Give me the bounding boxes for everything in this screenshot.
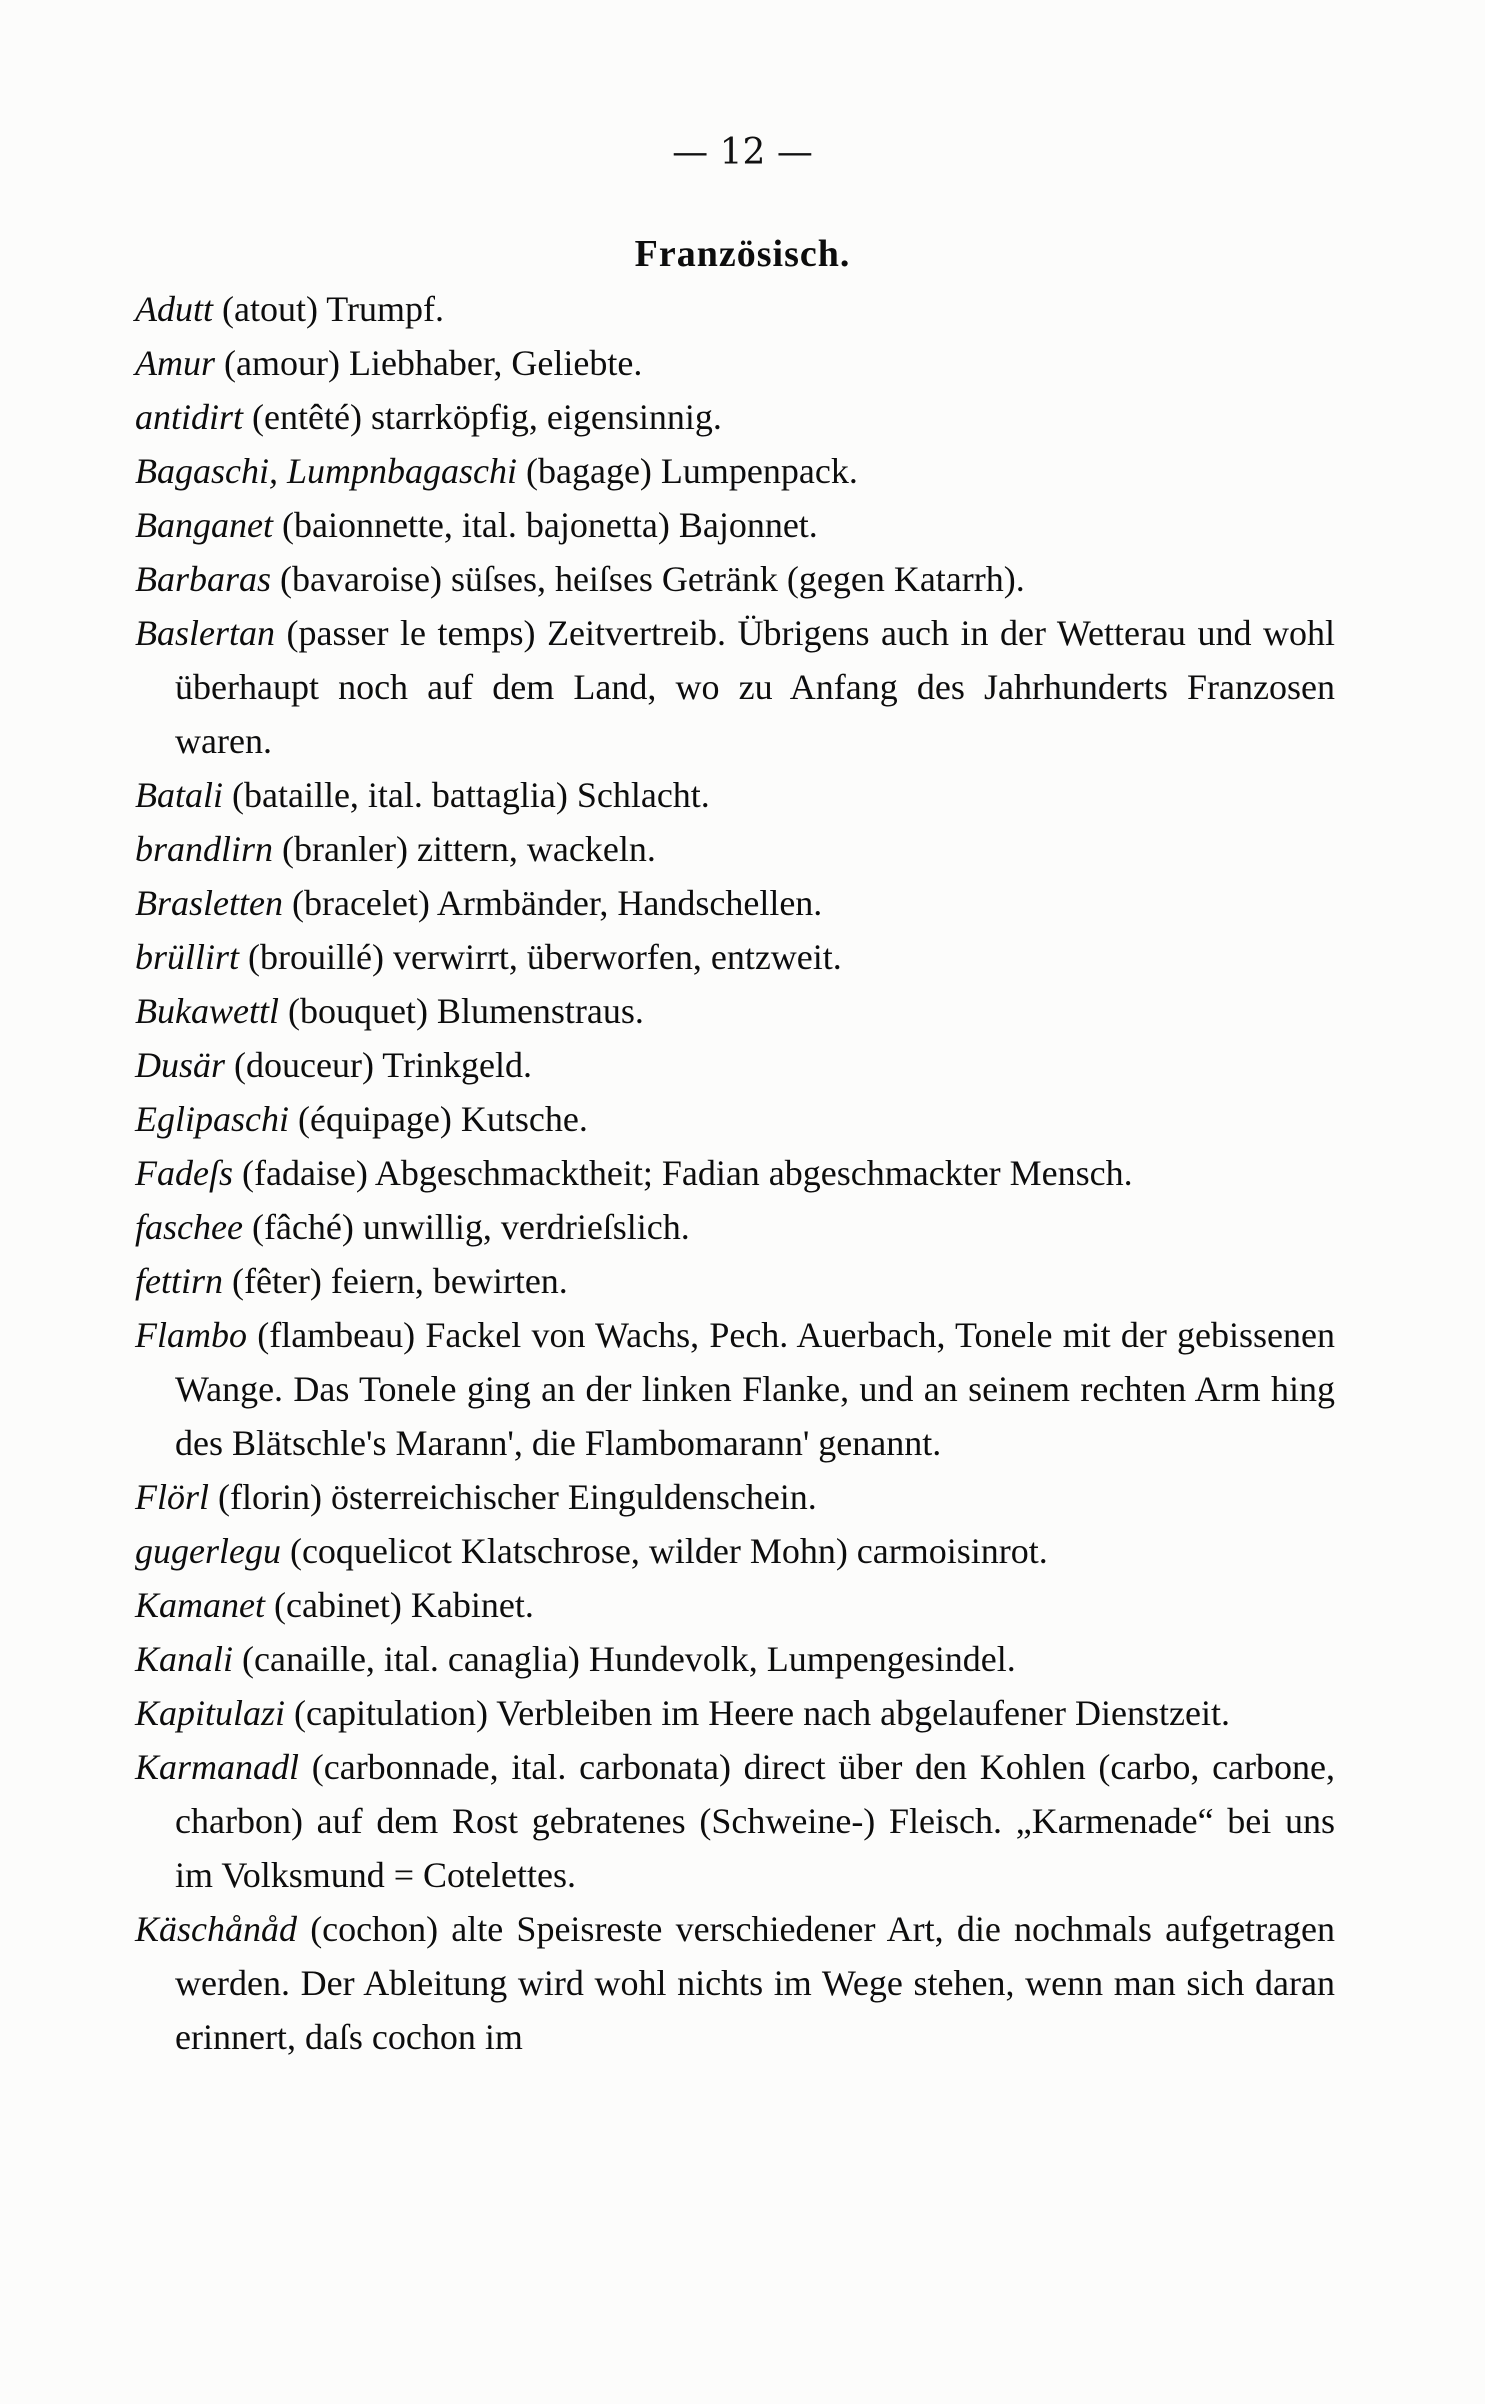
entry-definition: (atout) Trumpf. <box>222 289 445 329</box>
glossary-entry <box>135 822 1335 876</box>
entry-definition: (passer le temps) Zeitvertreib. Übrigens auch in der Wetterau und wohl überhaupt noch auf dem Land, wo zu Anfang des Jahrhunderts Franzosen waren. <box>175 613 1336 761</box>
glossary-entry <box>135 606 1335 768</box>
entry-definition: (bracelet) Armbänder, Handschellen. <box>291 883 823 923</box>
glossary-entry <box>135 1902 1335 2064</box>
entry-headword: Karmanadl <box>135 1747 300 1787</box>
entry-headword: Bukawettl <box>135 991 279 1031</box>
entry-definition: (brouillé) verwirrt, überworfen, entzweit. <box>248 937 842 977</box>
entry-headword: Flörl <box>135 1477 210 1517</box>
entry-definition: (carbonnade, ital. carbonata) direct über den Kohlen (carbo, carbone, charbon) auf dem Rost gebratenes (Schweine-) Fleisch. „Karmenade“ bei uns im Volksmund = Cotelettes. <box>175 1747 1335 1895</box>
entry-headword: faschee <box>135 1207 243 1247</box>
glossary-entries <box>135 282 1335 2064</box>
entry-headword: gugerlegu <box>135 1531 281 1571</box>
entry-headword: Bagaschi, Lumpnbagaschi <box>135 451 517 491</box>
page-number: — 12 — <box>672 132 813 173</box>
entry-definition: (coquelicot Klatschrose, wilder Mohn) carmoisinrot. <box>289 1531 1048 1571</box>
entry-definition: (fêter) feiern, bewirten. <box>232 1261 568 1301</box>
entry-definition: (flambeau) Fackel von Wachs, Pech. Auerbach, Tonele mit der gebissenen Wange. Das Tonele ging an der linken Flanke, und an seinem rechten Arm hing des Blätschle's Marann', die Flambomarann' genannt. <box>175 1315 1336 1463</box>
glossary-entry <box>135 552 1335 606</box>
glossary-entry <box>135 1038 1335 1092</box>
entry-headword: Adutt <box>135 289 213 329</box>
glossary-entry <box>135 1524 1335 1578</box>
glossary-entry <box>135 876 1335 930</box>
glossary-entry <box>135 984 1335 1038</box>
entry-headword: Kamanet <box>135 1585 265 1625</box>
glossary-entry <box>135 282 1335 336</box>
entry-headword: brüllirt <box>135 937 240 977</box>
entry-headword: fettirn <box>135 1261 223 1301</box>
glossary-entry <box>135 930 1335 984</box>
entry-definition: (douceur) Trinkgeld. <box>234 1045 532 1085</box>
glossary-entry <box>135 498 1335 552</box>
entry-definition: (bataille, ital. battaglia) Schlacht. <box>232 775 710 815</box>
glossary-entry <box>135 444 1335 498</box>
glossary-entry <box>135 1470 1335 1524</box>
entry-headword: Kapitulazi <box>135 1693 286 1733</box>
glossary-entry <box>135 1578 1335 1632</box>
entry-definition: (entêté) starrköpfig, eigensinnig. <box>252 397 722 437</box>
entry-headword: Kanali <box>135 1639 234 1679</box>
entry-definition: (fadaise) Abgeschmacktheit; Fadian abgeschmackter Mensch. <box>241 1153 1133 1193</box>
glossary-entry <box>135 390 1335 444</box>
glossary-entry <box>135 1146 1335 1200</box>
entry-definition: (amour) Liebhaber, Geliebte. <box>224 343 643 383</box>
entry-definition: (baionnette, ital. bajonetta) Bajonnet. <box>281 505 818 545</box>
entry-headword: brandlirn <box>135 829 274 869</box>
glossary-entry <box>135 768 1335 822</box>
entry-headword: Baslertan <box>135 613 275 653</box>
glossary-entry <box>135 1632 1335 1686</box>
glossary-entry <box>135 336 1335 390</box>
glossary-entry <box>135 1686 1335 1740</box>
section-title: Französisch. <box>634 233 851 275</box>
glossary-entry <box>135 1740 1335 1902</box>
entry-definition: (bavaroise) süſses, heiſses Getränk (gegen Katarrh). <box>280 559 1025 599</box>
entry-headword: Banganet <box>135 505 273 545</box>
entry-headword: Eglipaschi <box>135 1099 289 1139</box>
entry-headword: Amur <box>135 343 215 383</box>
entry-headword: antidirt <box>135 397 244 437</box>
entry-headword: Dusär <box>135 1045 226 1085</box>
glossary-entry <box>135 1254 1335 1308</box>
entry-headword: Flambo <box>135 1315 247 1355</box>
entry-definition: (bouquet) Blumenstraus. <box>287 991 644 1031</box>
entry-headword: Käschånåd <box>135 1909 297 1949</box>
glossary-entry <box>135 1092 1335 1146</box>
entry-headword: Batali <box>135 775 223 815</box>
glossary-entry <box>135 1308 1335 1470</box>
entry-definition: (branler) zittern, wackeln. <box>282 829 656 869</box>
entry-headword: Brasletten <box>135 883 283 923</box>
entry-definition: (canaille, ital. canaglia) Hundevolk, Lumpengesindel. <box>242 1639 1016 1679</box>
entry-definition: (cabinet) Kabinet. <box>274 1585 534 1625</box>
entry-headword: Fadeſs <box>135 1153 233 1193</box>
glossary-entry <box>135 1200 1335 1254</box>
entry-definition: (florin) österreichischer Einguldenschein. <box>218 1477 817 1517</box>
entry-headword: Barbaras <box>135 559 272 599</box>
entry-definition: (cochon) alte Speisreste verschiedener Art, die nochmals aufgetragen werden. Der Ableitung wird wohl nichts im Wege stehen, wenn man sich daran erinnert, daſs cochon im <box>175 1909 1336 2057</box>
entry-definition: (bagage) Lumpenpack. <box>526 451 858 491</box>
entry-definition: (équipage) Kutsche. <box>297 1099 588 1139</box>
entry-definition: (fâché) unwillig, verdrieſslich. <box>251 1207 690 1247</box>
entry-definition: (capitulation) Verbleiben im Heere nach abgelaufener Dienstzeit. <box>294 1693 1230 1733</box>
